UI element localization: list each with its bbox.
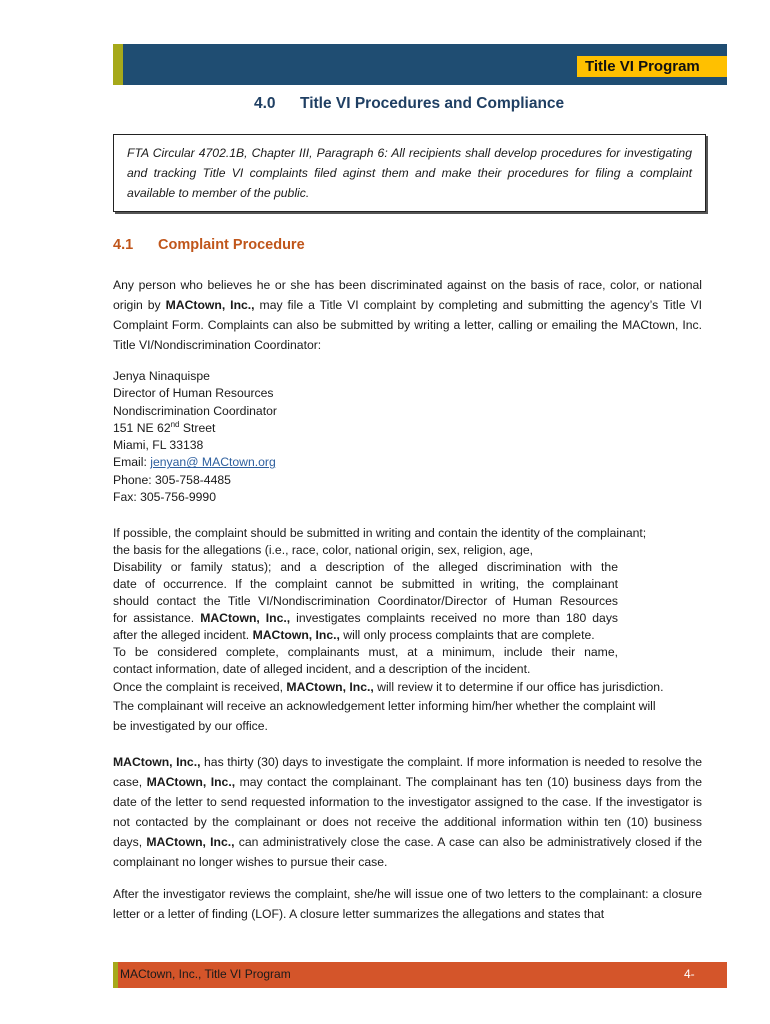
street-number: 151 NE 62 (113, 420, 171, 435)
text-line (113, 678, 702, 696)
text-line: the basis for the allegations (i.e., race, color, national origin, sex, religion, age, (113, 543, 534, 557)
contact-name: Jenya Ninaquispe (113, 369, 210, 383)
text-line: should contact the Title VI/Nondiscrimination Coordinator/Director of Human Resources (113, 594, 618, 608)
text-line: The complainant will receive an acknowledgement letter informing him/her whether the complaint will (113, 699, 656, 713)
text-line: contact information, date of alleged incident, and a description of the incident. (113, 662, 531, 676)
text-span: will review it to determine if our office has jurisdiction. (373, 680, 664, 694)
contact-city: Miami, FL 33138 (113, 438, 204, 453)
text-span: can administratively close the case. A case can also be administratively closed if the complainant no longer wishes to pursue their case. (113, 835, 702, 869)
text-line: be investigated by our office. (113, 719, 268, 733)
contact-role: Nondiscrimination Coordinator (113, 403, 277, 418)
subsection-number: 4.1 (113, 237, 134, 253)
text-span: investigates complaints received no more than 180 days (290, 611, 619, 625)
program-title: Title VI Program (577, 56, 727, 77)
section-title: Title VI Procedures and Compliance (300, 95, 565, 112)
review-paragraph: After the investigator reviews the complaint, she/he will issue one of two letters to the complainant: a closure letter or a letter of finding (LOF). A closure letter summarizes the allegations and states that (113, 887, 702, 921)
contact-email (113, 454, 277, 471)
intro-text-2: may file a Title VI complaint by completing and submitting the agency’s Title VI Complaint Form. Complaints can also be submitted by writing a letter, calling or emailing the MACtown, Inc. Title VI/Nondiscrimination Coordinator: (113, 298, 703, 352)
footer-title: MACtown, Inc., Title VI Program (120, 967, 291, 981)
company-name: MACtown, Inc., (200, 611, 291, 625)
company-name: MACtown, Inc., (146, 835, 235, 849)
section-heading (254, 95, 564, 113)
company-name: MACtown, Inc., (146, 775, 236, 789)
subsection-heading (113, 237, 305, 253)
header-accent-stripe (113, 44, 123, 85)
fta-quote-box: FTA Circular 4702.1B, Chapter III, Paragraph 6: All recipients shall develop procedures for investigating and tracking Title VI complaints filed aginst them and make their procedures for filing a complaint available to member of the public. (113, 134, 706, 212)
contact-title: Director of Human Resources (113, 386, 274, 401)
page-number: 4- (684, 967, 695, 981)
text-span: after the alleged incident. (113, 628, 253, 642)
text-line (113, 610, 618, 627)
text-span: will only process complaints that are complete. (339, 628, 595, 642)
text-span: Once the complaint is received, (113, 680, 287, 694)
text-line: To be considered complete, complainants must, at a minimum, include their name, (113, 645, 618, 659)
subsection-title: Complaint Procedure (158, 237, 305, 253)
text-line (113, 627, 702, 644)
email-label: Email: (113, 455, 151, 470)
street-name: Street (179, 420, 216, 435)
text-span: may contact the complainant. The complainant has ten (10) business days from the date of the letter to send requested information to the investigator assigned to the case. If the investigator is not contacted by the complainant or does not receive the additional information within ten (10) business days, (113, 775, 702, 849)
text-line: Disability or family status); and a description of the alleged discrimination with the (113, 560, 618, 574)
text-line: If possible, the complaint should be submitted in writing and contain the identity of the complainant; (113, 526, 647, 540)
contact-street (113, 420, 277, 437)
text-line: date of occurrence. If the complaint cannot be submitted in writing, the complainant (113, 577, 618, 591)
investigation-paragraph (113, 752, 702, 872)
footer-accent-stripe (113, 962, 118, 988)
text-span: has thirty (30) days to investigate the complaint. If more information is needed to resolve the case, (113, 755, 702, 789)
contact-fax: Fax: 305-756-9990 (113, 490, 216, 505)
street-suffix: nd (170, 419, 180, 429)
intro-text-1: Any person who believes he or she has been discriminated against on the basis of race, color, or national origin by (113, 278, 702, 312)
intro-paragraph (113, 275, 702, 355)
company-name: MACtown, Inc., (286, 680, 374, 694)
section-number: 4.0 (254, 95, 276, 112)
email-link[interactable]: jenyan@ MACtown.org (150, 455, 276, 470)
company-name: MACtown, Inc., (113, 755, 201, 769)
text-span: for assistance. (113, 611, 201, 625)
submission-paragraph (113, 525, 702, 736)
contact-phone: Phone: 305-758-4485 (113, 472, 231, 487)
company-name: MACtown, Inc., (165, 298, 255, 312)
company-name: MACtown, Inc., (252, 628, 340, 642)
contact-block (113, 368, 277, 506)
